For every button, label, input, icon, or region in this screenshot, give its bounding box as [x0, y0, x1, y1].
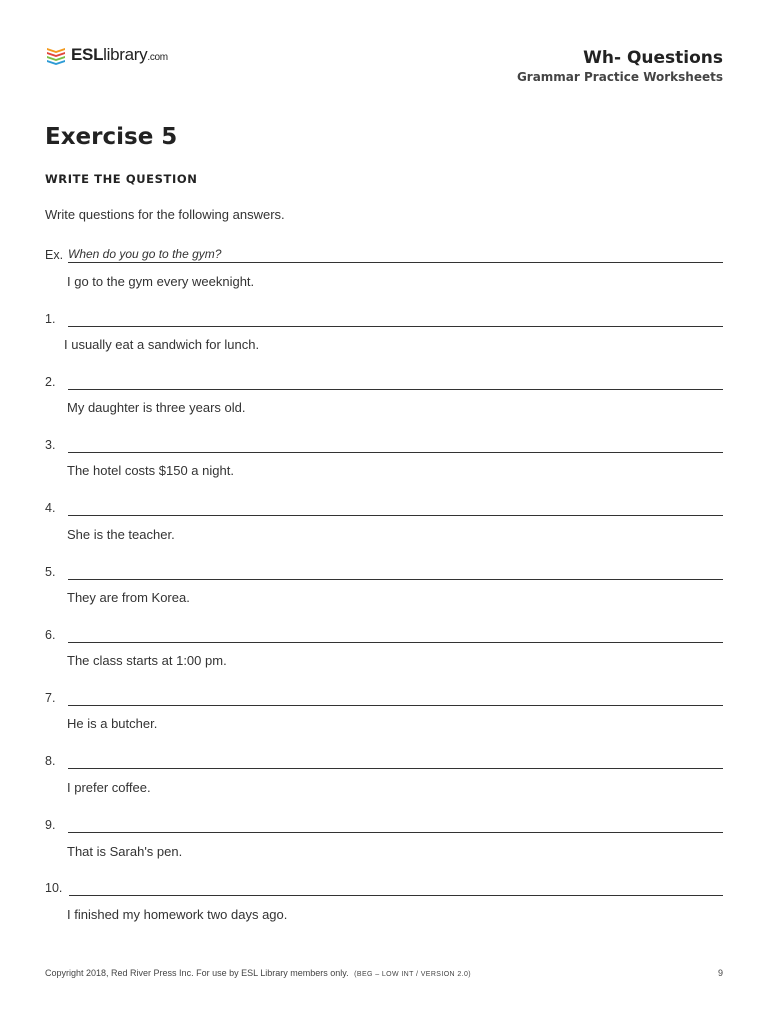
- question-number: 6.: [45, 628, 56, 642]
- example-row: [45, 245, 723, 263]
- exercise-title: Exercise 5: [45, 124, 178, 150]
- example-answer: I go to the gym every weeknight.: [67, 274, 255, 289]
- answer-text: I finished my homework two days ago.: [67, 907, 288, 922]
- answer-text: I prefer coffee.: [67, 780, 151, 795]
- example-label: Ex.: [45, 248, 64, 262]
- esl-library-logo: [45, 44, 168, 66]
- document-title: Wh- Questions: [583, 48, 723, 68]
- question-number: 10.: [45, 881, 63, 895]
- question-row: [45, 688, 723, 706]
- question-number: 2.: [45, 375, 56, 389]
- question-write-line[interactable]: [68, 309, 723, 327]
- question-row: [45, 751, 723, 769]
- question-number: 1.: [45, 312, 56, 326]
- instructions: Write questions for the following answers.: [45, 207, 285, 222]
- question-write-line[interactable]: [68, 562, 723, 580]
- question-row: [45, 878, 723, 896]
- answer-text: They are from Korea.: [67, 590, 190, 605]
- logo-wordmark: ESLlibrary.com: [71, 45, 168, 64]
- question-row: [45, 498, 723, 516]
- question-number: 4.: [45, 501, 56, 515]
- question-number: 8.: [45, 754, 56, 768]
- question-row: [45, 372, 723, 390]
- answer-text: The hotel costs $150 a night.: [67, 463, 234, 478]
- level-version-text: (BEG – LOW INT / VERSION 2.0): [354, 971, 472, 978]
- document-header: [517, 48, 723, 84]
- question-row: [45, 562, 723, 580]
- example-question: When do you go to the gym?: [68, 247, 222, 261]
- question-write-line[interactable]: [68, 688, 723, 706]
- answer-text: My daughter is three years old.: [67, 400, 246, 415]
- question-write-line[interactable]: [68, 372, 723, 390]
- question-row: [45, 435, 723, 453]
- footer-copyright: [45, 968, 471, 978]
- question-row: [45, 309, 723, 327]
- answer-text: The class starts at 1:00 pm.: [67, 653, 227, 668]
- question-number: 9.: [45, 818, 56, 832]
- question-write-line[interactable]: [68, 498, 723, 516]
- question-write-line[interactable]: [68, 625, 723, 643]
- document-subtitle: Grammar Practice Worksheets: [516, 70, 723, 84]
- question-write-line[interactable]: [68, 751, 723, 769]
- question-number: 5.: [45, 565, 56, 579]
- question-row: [45, 625, 723, 643]
- question-write-line[interactable]: [68, 435, 723, 453]
- question-number: 3.: [45, 438, 56, 452]
- question-write-line[interactable]: [69, 878, 723, 896]
- answer-text: He is a butcher.: [67, 716, 158, 731]
- book-stack-icon: [45, 44, 67, 66]
- copyright-text: Copyright 2018, Red River Press Inc. For use by ESL Library members only.: [45, 968, 349, 978]
- question-number: 7.: [45, 691, 56, 705]
- answer-text: That is Sarah's pen.: [67, 844, 183, 859]
- section-heading: WRITE THE QUESTION: [45, 172, 198, 186]
- answer-text: I usually eat a sandwich for lunch.: [64, 337, 260, 352]
- question-write-line[interactable]: [68, 815, 723, 833]
- page-number: 9: [717, 968, 723, 978]
- answer-text: She is the teacher.: [67, 527, 175, 542]
- question-row: [45, 815, 723, 833]
